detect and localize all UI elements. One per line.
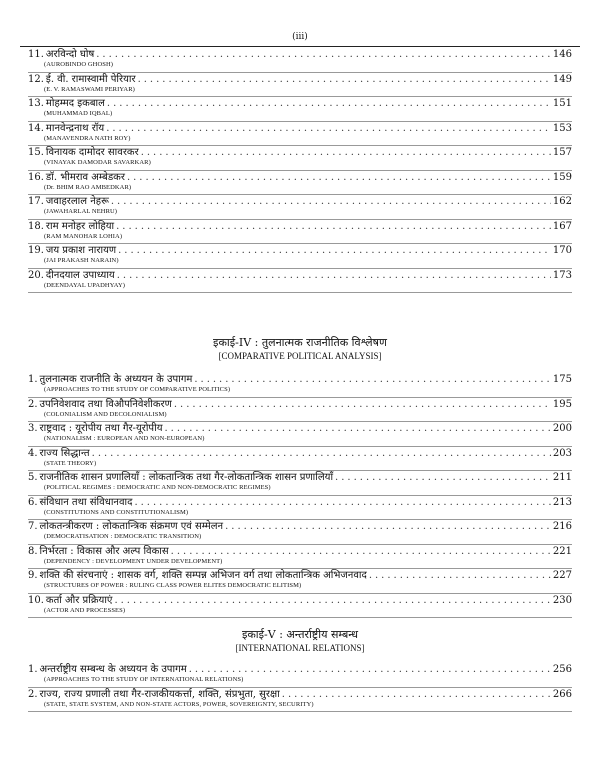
- entry-number: 4.: [28, 447, 38, 459]
- entry-title: मानवेन्द्रनाथ रॉय: [45, 122, 105, 134]
- entry-page-number: 213: [552, 496, 572, 508]
- entry-page-number: 266: [552, 688, 572, 700]
- toc-entry[interactable]: [28, 398, 572, 423]
- toc-entry[interactable]: [28, 73, 572, 98]
- toc-entry[interactable]: [28, 422, 572, 447]
- unit-5-heading: [0, 628, 600, 654]
- entry-number: 7.: [28, 521, 38, 532]
- toc-list-personalities: [28, 48, 572, 293]
- dot-leader: [96, 49, 551, 61]
- entry-page-number: 256: [552, 664, 572, 675]
- toc-entry[interactable]: [28, 471, 572, 496]
- toc-entry[interactable]: [28, 496, 572, 521]
- entry-title: जय प्रकाश नारायण: [45, 245, 117, 256]
- dot-leader: [111, 196, 551, 208]
- entry-title: राजनीतिक शासन प्रणालियाँ : लोकतान्त्रिक तथा गैर-लोकतान्त्रिक शासन प्रणालियाँ: [39, 472, 334, 483]
- entry-title: विनायक दामोदर सावरकर: [45, 147, 139, 158]
- toc-entry[interactable]: [28, 545, 572, 570]
- entry-page-number: 149: [552, 73, 572, 85]
- entry-number: 19.: [28, 245, 44, 256]
- unit-4-heading: [0, 336, 600, 362]
- entry-page-number: 146: [552, 49, 572, 60]
- entry-page-number: 153: [552, 122, 572, 134]
- entry-page-number: 203: [552, 447, 572, 459]
- toc-entry[interactable]: [28, 447, 572, 472]
- dot-leader: [369, 570, 551, 582]
- entry-number: 3.: [28, 423, 38, 434]
- dot-leader: [194, 374, 551, 386]
- entry-page-number: 170: [552, 245, 572, 256]
- entry-number: 2.: [28, 688, 38, 700]
- entry-number: 8.: [28, 545, 38, 557]
- entry-page-number: 151: [552, 98, 572, 109]
- toc-entry[interactable]: [28, 48, 572, 73]
- toc-entry[interactable]: [28, 195, 572, 220]
- dot-leader: [118, 245, 551, 257]
- entry-english-title: (MANAVENDRA NATH ROY): [44, 134, 131, 142]
- page-number: (iii): [292, 32, 308, 42]
- entry-english-title: (DEPENDENCY : DEVELOPMENT UNDER DEVELOPMENT): [44, 557, 223, 565]
- entry-title: ई. वी. रामास्वामी पेरियार: [45, 73, 136, 85]
- entry-page-number: 157: [552, 147, 572, 158]
- entry-english-title: (VINAYAK DAMODAR SAVARKAR): [44, 159, 151, 166]
- entry-english-title: (JAI PRAKASH NARAIN): [44, 257, 119, 264]
- entry-number: 9.: [28, 570, 38, 581]
- entry-number: 15.: [28, 147, 44, 158]
- entry-english-title: (AUROBINDO GHOSH): [44, 61, 114, 68]
- entry-english-title: (STRUCTURES OF POWER : RULING CLASS POWER ELITES DEMOCRATIC ELITISM): [44, 582, 302, 589]
- unit-4-subtitle: [COMPARATIVE POLITICAL ANALYSIS]: [218, 351, 382, 361]
- entry-page-number: 221: [552, 545, 572, 557]
- entry-number: 12.: [28, 73, 44, 85]
- entry-title: राम मनोहर लोहिया: [45, 220, 115, 232]
- entry-number: 14.: [28, 122, 44, 134]
- entry-title: जवाहरलाल नेहरू: [45, 196, 109, 207]
- dot-leader: [174, 399, 551, 411]
- entry-title: संविधान तथा संविधानवाद: [39, 496, 133, 508]
- entry-number: 17.: [28, 196, 44, 207]
- entry-english-title: (DEMOCRATISATION : DEMOCRATIC TRANSITION): [44, 533, 202, 540]
- toc-entry[interactable]: [28, 122, 572, 147]
- dot-leader: [189, 664, 551, 676]
- entry-page-number: 167: [552, 220, 572, 232]
- entry-english-title: (APPROACHES TO THE STUDY OF INTERNATIONAL RELATIONS): [44, 676, 244, 683]
- entry-english-title: (DEENDAYAL UPADHYAY): [44, 281, 126, 289]
- dot-leader: [92, 448, 551, 460]
- toc-entry[interactable]: [28, 171, 572, 196]
- entry-title: उपनिवेशवाद तथा विऔपनिवेशीकरण: [39, 398, 172, 410]
- toc-entry[interactable]: [28, 269, 572, 294]
- toc-entry[interactable]: [28, 569, 572, 594]
- toc-list-international: [28, 663, 572, 712]
- entry-english-title: (E. V. RAMASWAMI PERIYAR): [44, 85, 135, 93]
- entry-title: निर्भरता : विकास और अल्प विकास: [39, 545, 169, 557]
- entry-title: डॉ. भीमराव अम्बेडकर: [45, 171, 125, 183]
- dot-leader: [134, 497, 550, 509]
- entry-number: 16.: [28, 171, 44, 183]
- entry-page-number: 200: [552, 423, 572, 434]
- entry-title: राज्य, राज्य प्रणाली तथा गैर-राजकीयकर्त्ता, शक्ति, संप्रभुता, सुरक्षा: [39, 688, 280, 700]
- toc-list-comparative: [28, 373, 572, 618]
- entry-title: तुलनात्मक राजनीति के अध्ययन के उपागम: [39, 374, 193, 385]
- dot-leader: [127, 172, 551, 184]
- entry-english-title: (STATE, STATE SYSTEM, AND NON-STATE ACTORS, POWER, SOVEREIGNTY, SECURITY): [44, 700, 314, 708]
- dot-leader: [282, 689, 551, 701]
- toc-entry[interactable]: [28, 594, 572, 619]
- entry-english-title: (Dr. BHIM RAO AMBEDKAR): [44, 183, 132, 191]
- toc-entry[interactable]: [28, 244, 572, 269]
- dot-leader: [117, 270, 551, 282]
- entry-number: 6.: [28, 496, 38, 508]
- dot-leader: [138, 74, 551, 86]
- entry-title: राष्ट्रवाद : यूरोपीय तथा गैर-यूरोपीय: [39, 423, 163, 434]
- entry-english-title: (APPROACHES TO THE STUDY OF COMPARATIVE POLITICS): [44, 386, 231, 393]
- entry-english-title: (MUHAMMAD IQBAL): [44, 110, 113, 117]
- entry-number: 11.: [28, 49, 44, 60]
- entry-english-title: (RAM MANOHAR LOHIA): [44, 232, 123, 240]
- dot-leader: [141, 147, 551, 159]
- dot-leader: [106, 123, 551, 135]
- entry-english-title: (STATE THEORY): [44, 459, 97, 467]
- entry-number: 1.: [28, 374, 38, 385]
- entry-page-number: 173: [552, 269, 572, 281]
- entry-number: 5.: [28, 472, 38, 483]
- entry-english-title: (ACTOR AND PROCESSES): [44, 606, 126, 614]
- entry-page-number: 175: [552, 374, 572, 385]
- entry-page-number: 162: [552, 196, 572, 207]
- unit-4-title: इकाई-IV : तुलनात्मक राजनीतिक विश्लेषण: [213, 336, 387, 349]
- entry-title: दीनदयाल उपाध्याय: [45, 269, 115, 281]
- entry-title: अरविन्दो घोष: [45, 49, 95, 60]
- entry-english-title: (JAWAHARLAL NEHRU): [44, 208, 118, 215]
- dot-leader: [225, 521, 551, 533]
- entry-english-title: (COLONIALISM AND DECOLONIALISM): [44, 410, 167, 418]
- entry-page-number: 227: [552, 570, 572, 581]
- entry-page-number: 230: [552, 594, 572, 606]
- entry-page-number: 195: [552, 398, 572, 410]
- entry-number: 10.: [28, 594, 44, 606]
- entry-english-title: (NATIONALISM : EUROPEAN AND NON-EUROPEAN): [44, 435, 205, 442]
- entry-title: लोकतन्त्रीकरण : लोकतान्त्रिक संक्रमण एवं सम्मेलन: [39, 521, 224, 532]
- entry-page-number: 211: [552, 472, 572, 483]
- toc-entry[interactable]: [28, 97, 572, 122]
- dot-leader: [116, 221, 551, 233]
- entry-title: कर्ता और प्रक्रियाएं: [45, 594, 113, 606]
- dot-leader: [165, 423, 551, 435]
- toc-entry[interactable]: [28, 520, 572, 545]
- dot-leader: [114, 595, 550, 607]
- entry-english-title: (CONSTITUTIONS AND CONSTITUTIONALISM): [44, 508, 189, 516]
- toc-entry[interactable]: [28, 146, 572, 171]
- entry-title: मोहम्मद इकबाल: [45, 98, 105, 109]
- entry-page-number: 159: [552, 171, 572, 183]
- entry-number: 20.: [28, 269, 44, 281]
- toc-entry[interactable]: [28, 373, 572, 398]
- entry-number: 13.: [28, 98, 44, 109]
- entry-english-title: (POLITICAL REGIMES : DEMOCRATIC AND NON-DEMOCRATIC REGIMES): [44, 484, 271, 491]
- toc-entry[interactable]: [28, 663, 572, 688]
- entry-title: राज्य सिद्धान्त: [39, 447, 90, 459]
- toc-entry[interactable]: [28, 688, 572, 713]
- dot-leader: [171, 546, 551, 558]
- entry-title: शक्ति की संरचनाएं : शासक वर्ग, शक्ति सम्पन्न अभिजन वर्ग तथा लोकतान्त्रिक अभिजनवाद: [39, 570, 367, 581]
- entry-number: 1.: [28, 664, 38, 675]
- entry-title: अन्तर्राष्ट्रीय सम्बन्ध के अध्ययन के उपागम: [39, 664, 187, 675]
- entry-page-number: 216: [552, 521, 572, 532]
- toc-entry[interactable]: [28, 220, 572, 245]
- entry-number: 18.: [28, 220, 44, 232]
- unit-5-subtitle: [INTERNATIONAL RELATIONS]: [235, 643, 365, 653]
- dot-leader: [335, 472, 551, 484]
- entry-number: 2.: [28, 398, 38, 410]
- header-rule: [20, 46, 580, 47]
- dot-leader: [107, 98, 551, 110]
- unit-5-title: इकाई-V : अन्तर्राष्ट्रीय सम्बन्ध: [241, 628, 359, 641]
